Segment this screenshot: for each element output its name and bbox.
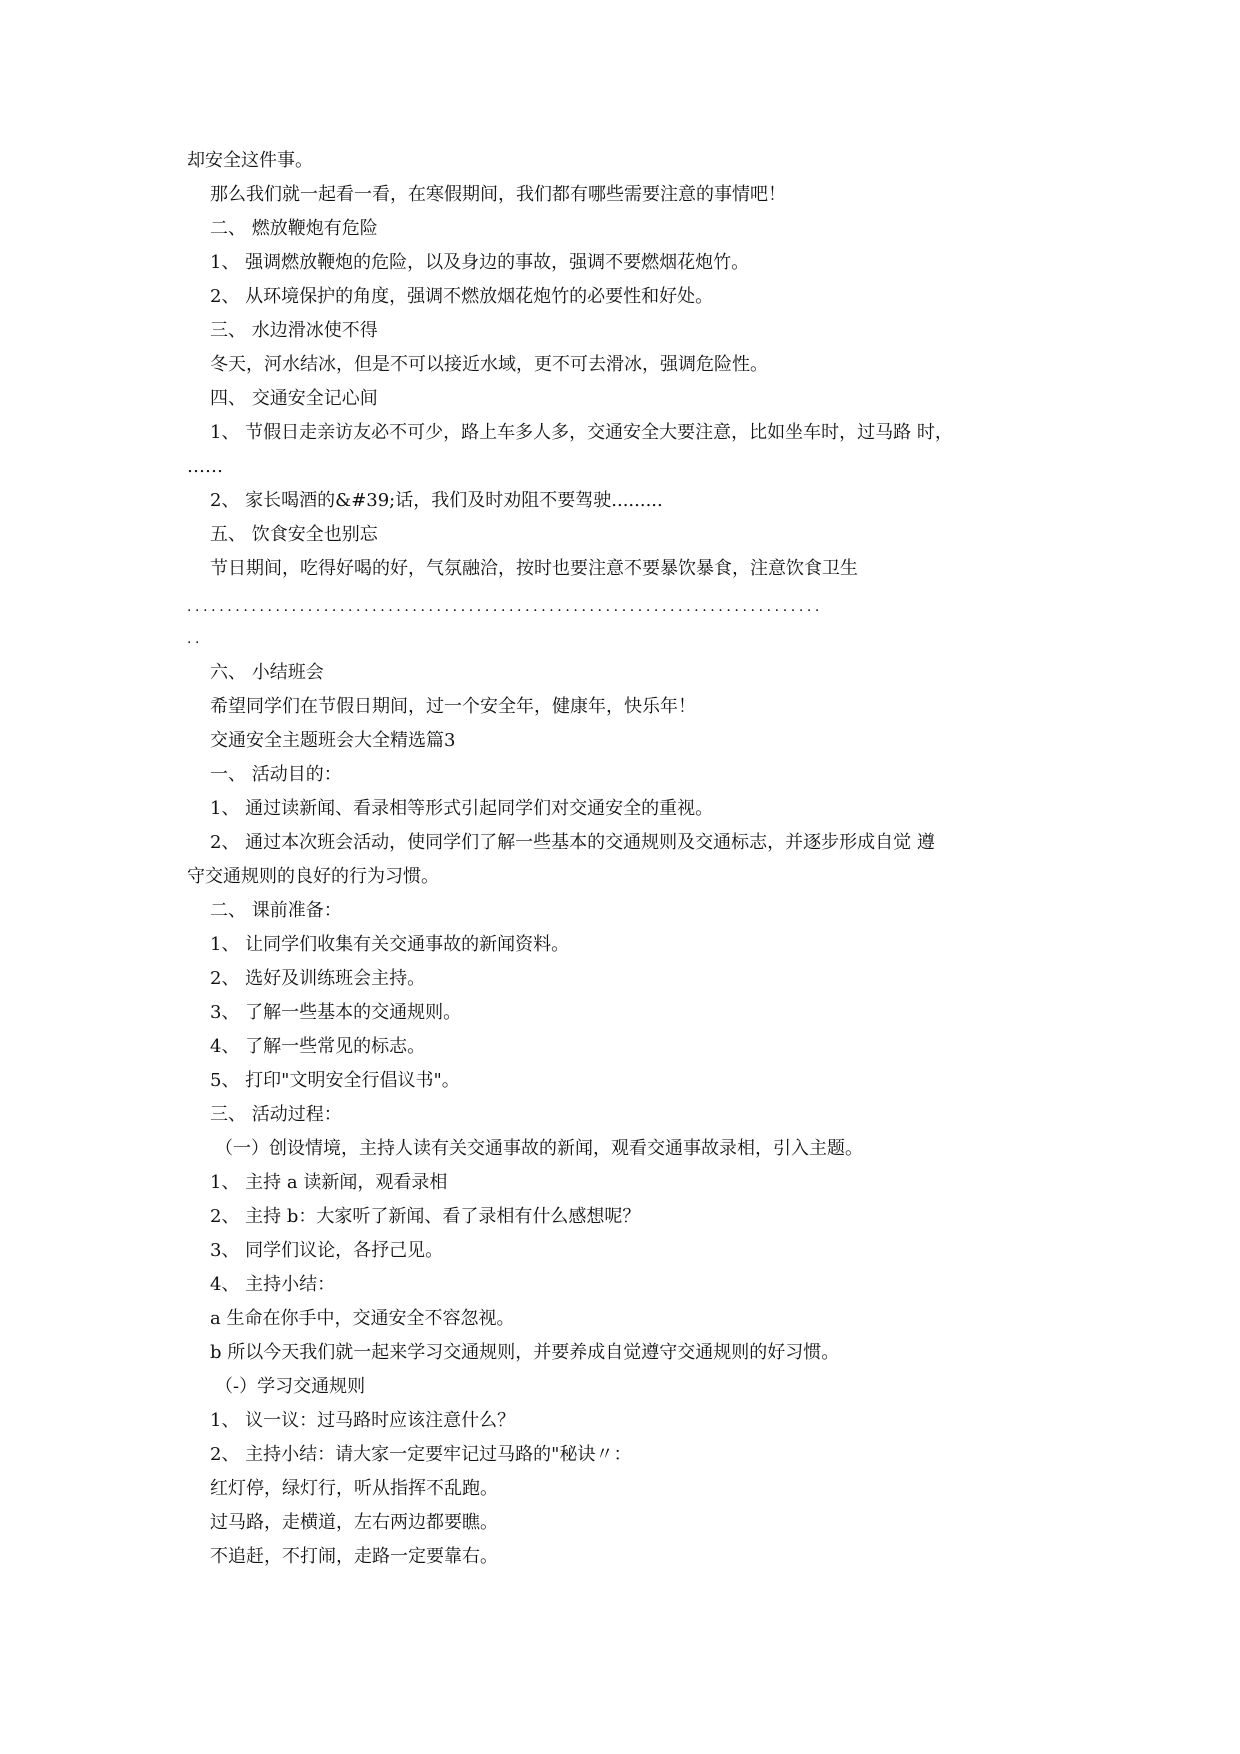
- text-line: ……: [187, 456, 223, 477]
- text-line: a 生命在你手中，交通安全不容忽视。: [210, 1308, 515, 1329]
- list-item: 1、 让同学们收集有关交通事故的新闻资料。: [210, 934, 570, 955]
- text-line: 红灯停，绿灯行，听从指挥不乱跑。: [210, 1478, 498, 1499]
- text-line: 过马路，走横道，左右两边都要瞧。: [210, 1512, 498, 1533]
- list-item: 5、 打印"文明安全行倡议书"。: [210, 1070, 460, 1091]
- list-item: 2、 主持 b：大家听了新闻、看了录相有什么感想呢？: [210, 1206, 641, 1227]
- text-line: 那么我们就一起看一看，在寒假期间，我们都有哪些需要注意的事情吧！: [210, 184, 786, 205]
- subsection-heading: （一）创设情境，主持人读有关交通事故的新闻，观看交通事故录相，引入主题。: [215, 1138, 863, 1159]
- list-item: 3、 同学们议论，各抒己见。: [210, 1240, 444, 1261]
- list-item: 3、 了解一些基本的交通规则。: [210, 1002, 462, 1023]
- section-heading: 三、 水边滑冰使不得: [210, 320, 378, 341]
- section-heading: 二、 课前准备：: [210, 900, 342, 921]
- list-item: 1、 通过读新闻、看录相等形式引起同学们对交通安全的重视。: [210, 798, 714, 819]
- subsection-heading: （-）学习交通规则: [215, 1376, 366, 1397]
- list-item: 2、 家长喝酒的&#39;话，我们及时劝阻不要驾驶.........: [210, 490, 663, 511]
- list-item: 2、 从环境保护的角度，强调不燃放烟花炮竹的必要性和好处。: [210, 286, 714, 307]
- list-item: 1、 强调燃放鞭炮的危险，以及身边的事故，强调不要燃烟花炮竹。: [210, 252, 750, 273]
- dotted-line: ..: [187, 631, 204, 647]
- text-line: 节日期间，吃得好喝的好，气氛融洽，按时也要注意不要暴饮暴食，注意饮食卫生: [210, 558, 858, 579]
- list-item: 2、 选好及训练班会主持。: [210, 968, 426, 989]
- section-heading: 三、 活动过程：: [210, 1104, 342, 1125]
- section-heading: 六、 小结班会: [210, 662, 324, 683]
- text-line: 希望同学们在节假日期间，过一个安全年，健康年，快乐年！: [210, 696, 696, 717]
- text-line: b 所以今天我们就一起来学习交通规则，并要养成自觉遵守交通规则的好习惯。: [210, 1342, 840, 1363]
- list-item: 2、 通过本次班会活动，使同学们了解一些基本的交通规则及交通标志，并逐步形成自觉 遵: [210, 832, 935, 853]
- text-line: 却安全这件事。: [187, 150, 313, 171]
- list-item: 4、 主持小结：: [210, 1274, 336, 1295]
- list-item: 2、 主持小结：请大家一定要牢记过马路的"秘诀〃：: [210, 1444, 632, 1465]
- list-item: 1、 主持 a 读新闻，观看录相: [210, 1172, 448, 1193]
- section-heading: 四、 交通安全记心间: [210, 388, 378, 409]
- list-item: 1、 节假日走亲访友必不可少，路上车多人多，交通安全大要注意，比如坐车时，过马路 时，: [210, 422, 953, 443]
- list-item: 4、 了解一些常见的标志。: [210, 1036, 426, 1057]
- list-item: 1、 议一议：过马路时应该注意什么？: [210, 1410, 516, 1431]
- text-line: 守交通规则的良好的行为习惯。: [187, 866, 439, 887]
- text-line: 冬天，河水结冰，但是不可以接近水域，更不可去滑冰，强调危险性。: [210, 354, 768, 375]
- text-line: 不追赶，不打闹，走路一定要靠右。: [210, 1546, 498, 1567]
- dotted-line: ...............................................................................: [187, 599, 823, 615]
- section-heading: 五、 饮食安全也别忘: [210, 524, 378, 545]
- section-heading: 二、 燃放鞭炮有危险: [210, 218, 378, 239]
- article-title: 交通安全主题班会大全精选篇3: [210, 730, 456, 751]
- section-heading: 一、 活动目的：: [210, 764, 342, 785]
